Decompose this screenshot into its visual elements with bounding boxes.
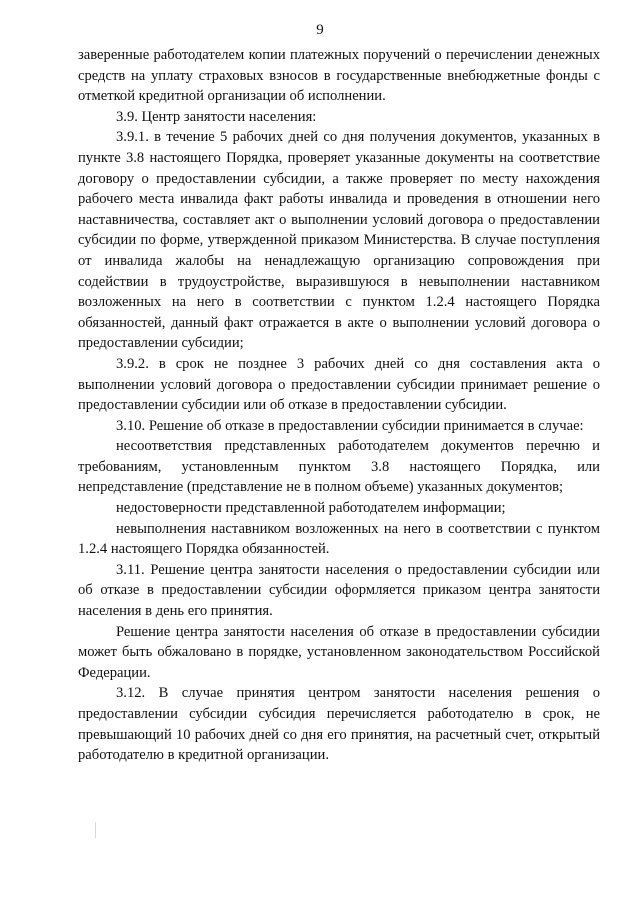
scan-artifact <box>95 822 96 838</box>
paragraph-appeal: Решение центра занятости населения об отказе в предоставлении субсидии может быть обжаловано в порядке, установленном законодательством Российской Федерации. <box>78 623 600 681</box>
paragraph-refusal-reason-2: недостоверности представленной работодателем информации; <box>116 500 506 517</box>
document-body <box>78 45 600 766</box>
paragraph-3-9-2: 3.9.2. в срок не позднее 3 рабочих дней со дня составления акта о выполнении условий договора о предоставлении субсидии принимает решение о предоставлении субсидии или об отказе в предоставлении субсидии. <box>78 355 600 414</box>
paragraph-refusal-reason-1: несоответствия представленных работодателем документов перечню и требованиям, установленным пунктом 3.8 настоящего Порядка, или непредставление (представление не в полном объеме) указанных документов; <box>78 438 600 496</box>
paragraph-payment-orders: заверенные работодателем копии платежных поручений о перечислении денежных средств на уплату страховых взносов в государственные внебюджетные фонды с отметкой кредитной организации об исполнении. <box>78 47 600 105</box>
paragraph-3-10: 3.10. Решение об отказе в предоставлении субсидии принимается в случае: <box>116 417 584 434</box>
paragraph-3-9-1: 3.9.1. в течение 5 рабочих дней со дня получения документов, указанных в пункте 3.8 настоящего Порядка, проверяет указанные документы на соответствие договору о предоставлении субсидии, а также проверяет по месту нахождения рабочего места инвалида факт работы инвалида и проведения в отношении него наставничества, составляет акт о выполнении условий договора о предоставлении субсидии по форме, утвержденной приказом Министерства. В случае поступления от инвалида жалобы на ненадлежащую организацию сопровождения при содействии в трудоустройстве, выразившуюся в невыполнении наставником возложенных на него в соответствии с пунктом 1.2.4 настоящего Порядка обязанностей, данный факт отражается в акте о выполнении условий договора о предоставлении субсидии; <box>78 129 600 352</box>
paragraph-3-12: 3.12. В случае принятия центром занятости населения решения о предоставлении субсидии субсидия перечисляется работодателю в срок, не превышающий 10 рабочих дней со дня его принятия, на расчетный счет, открытый работодателю в кредитной организации. <box>78 685 600 764</box>
paragraph-refusal-reason-3: невыполнения наставником возложенных на него в соответствии с пунктом 1.2.4 настоящего Порядка обязанностей. <box>78 520 600 558</box>
page-number: 9 <box>316 22 324 38</box>
paragraph-3-11: 3.11. Решение центра занятости населения о предоставлении субсидии или об отказе в предоставлении субсидии оформляется приказом центра занятости населения в день его принятия. <box>78 561 600 620</box>
paragraph-3-9: 3.9. Центр занятости населения: <box>116 108 317 125</box>
